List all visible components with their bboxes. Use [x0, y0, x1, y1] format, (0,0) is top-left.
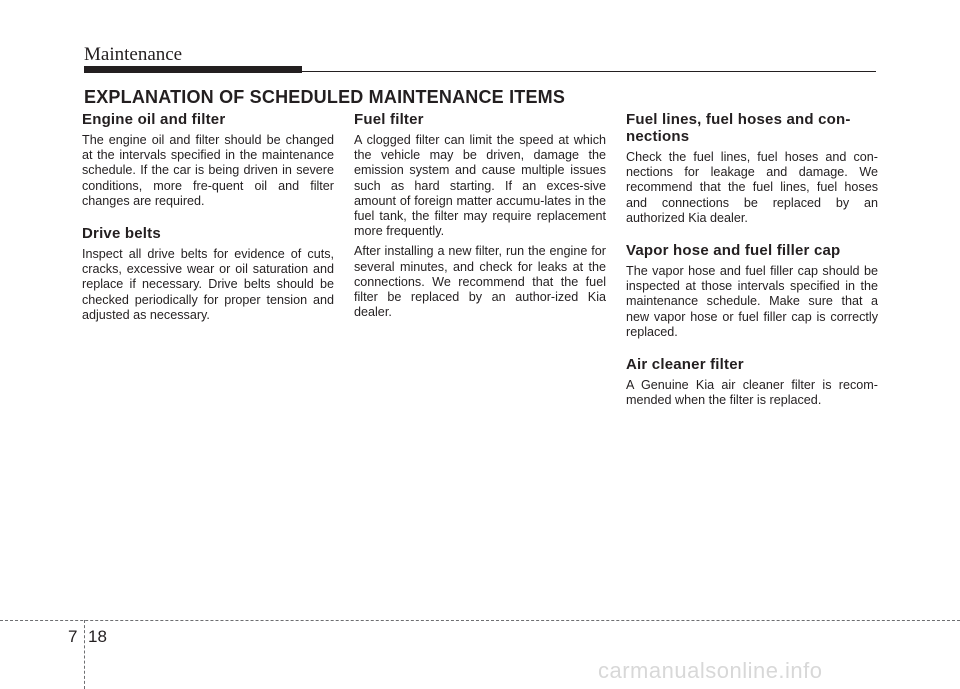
- paragraph-vapor-hose: The vapor hose and fuel filler cap should be inspected at those intervals specified in the maintenance schedule. Make sure that a new vapor hose or fuel filler cap is correctly replaced.: [626, 264, 878, 339]
- paragraph-fuel-filter-2: After installing a new filter, run the engine for several minutes, and check for leaks at the connections. We recommend that the fuel filter be replaced by an author-ized Kia dealer.: [354, 244, 606, 320]
- paragraph-fuel-lines: Check the fuel lines, fuel hoses and con-nections for leakage and damage. We recommend that the fuel lines, fuel hoses and connections be replaced by an authorized Kia dealer.: [626, 150, 878, 225]
- chapter-title: Maintenance: [84, 44, 183, 65]
- column-3: [626, 111, 878, 408]
- column-1: [82, 111, 334, 323]
- paragraph-fuel-filter-1: A clogged filter can limit the speed at which the vehicle may be driven, damage the emission system and cause multiple issues such as hard starting. If an exces-sive amount of foreign matter accumu-lates in the fuel tank, the filter may require replacement more frequently.: [354, 133, 606, 239]
- heading-vapor-hose: Vapor hose and fuel filler cap: [626, 242, 841, 260]
- paragraph-drive-belts: Inspect all drive belts for evidence of cuts, cracks, excessive wear or oil saturation and replace if necessary. Drive belts should be checked periodically for proper tension and adjusted as necessary.: [82, 247, 334, 322]
- heading-engine-oil: Engine oil and filter: [82, 111, 226, 128]
- watermark-text: carmanualsonline.info: [598, 658, 823, 683]
- paragraph-engine-oil: The engine oil and filter should be changed at the intervals specified in the maintenance schedule. If the car is being driven in severe conditions, more fre-quent oil and filter changes are required.: [82, 133, 334, 208]
- chapter-number: 7: [68, 627, 78, 646]
- paragraph-air-cleaner: A Genuine Kia air cleaner filter is recom-mended when the filter is replaced.: [626, 378, 878, 408]
- page-number: 18: [88, 627, 107, 646]
- heading-air-cleaner: Air cleaner filter: [626, 356, 744, 374]
- heading-fuel-lines: Fuel lines, fuel hoses and con-nections: [626, 111, 851, 145]
- column-2: [354, 111, 606, 320]
- header-thick-rule: [84, 66, 302, 73]
- heading-fuel-filter: Fuel filter: [354, 111, 424, 128]
- section-title: EXPLANATION OF SCHEDULED MAINTENANCE ITEMS: [84, 87, 566, 107]
- footer-vertical-divider: [84, 620, 85, 689]
- footer-divider: [0, 620, 960, 621]
- heading-drive-belts: Drive belts: [82, 225, 161, 243]
- header-thin-rule: [302, 71, 876, 72]
